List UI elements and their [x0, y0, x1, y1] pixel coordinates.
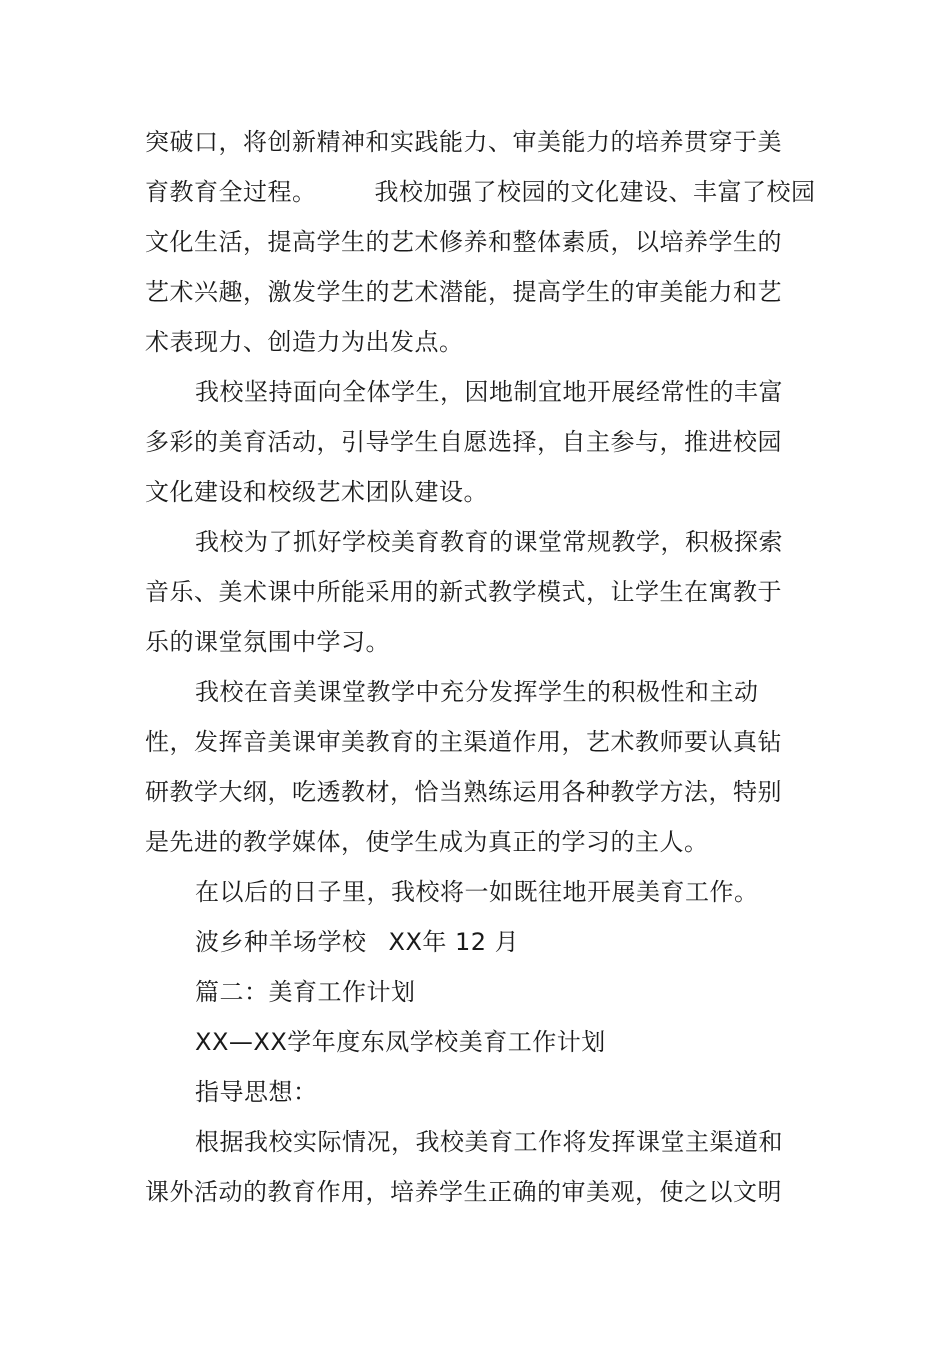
paragraph-start-line: 我校在音美课堂教学中充分发挥学生的积极性和主动	[195, 678, 759, 706]
text-line: 性，发挥音美课审美教育的主渠道作用，艺术教师要认真钻	[145, 728, 782, 756]
school-name: 波乡种羊场学校	[195, 928, 367, 956]
paragraph-start-line: 我校坚持面向全体学生，因地制宜地开展经常性的丰富	[195, 378, 783, 406]
text-line: 乐的课堂氛围中学习。	[145, 628, 390, 656]
text-segment: 我校加强了校园的文化建设、丰富了校园	[374, 178, 816, 206]
text-line: 多彩的美育活动，引导学生自愿选择，自主参与，推进校园	[145, 428, 782, 456]
paragraph-start-line: 根据我校实际情况，我校美育工作将发挥课堂主渠道和	[195, 1128, 783, 1156]
text-line	[145, 177, 816, 207]
text-line: 课外活动的教育作用，培养学生正确的审美观，使之以文明	[145, 1178, 782, 1206]
subheading: 指导思想：	[195, 1078, 318, 1106]
text-line: 是先进的教学媒体，使学生成为真正的学习的主人。	[145, 828, 709, 856]
text-line: 艺术兴趣，激发学生的艺术潜能，提高学生的审美能力和艺	[145, 278, 782, 306]
text-line: 文化建设和校级艺术团队建设。	[145, 478, 488, 506]
text-line: 研教学大纲，吃透教材，恰当熟练运用各种教学方法，特别	[145, 778, 782, 806]
signature-line	[195, 927, 519, 957]
text-line: 突破口，将创新精神和实践能力、审美能力的培养贯穿于美	[145, 128, 782, 156]
text-line: 音乐、美术课中所能采用的新式教学模式，让学生在寓教于	[145, 578, 782, 606]
text-line: 文化生活，提高学生的艺术修养和整体素质，以培养学生的	[145, 228, 782, 256]
text-segment: 育教育全过程。	[145, 178, 317, 206]
paragraph-start-line: 在以后的日子里，我校将一如既往地开展美育工作。	[195, 878, 759, 906]
paragraph-start-line: 我校为了抓好学校美育教育的课堂常规教学，积极探索	[195, 528, 783, 556]
plan-title: XX—XX学年度东凤学校美育工作计划	[195, 1028, 606, 1056]
signature-date: XX年 12 月	[388, 928, 520, 956]
section-heading: 篇二：美育工作计划	[195, 978, 416, 1006]
text-line: 术表现力、创造力为出发点。	[145, 328, 464, 356]
